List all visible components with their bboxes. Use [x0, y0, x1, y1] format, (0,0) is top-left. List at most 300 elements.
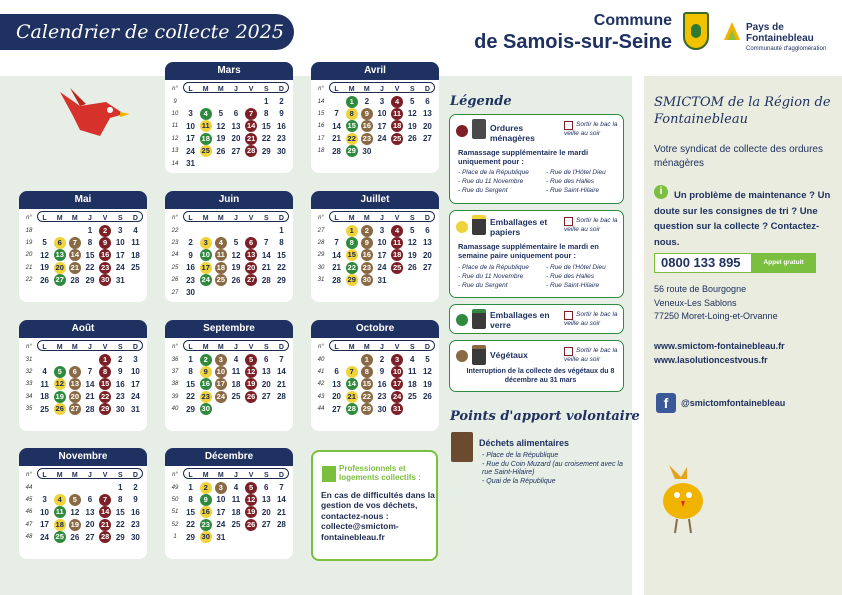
day-cell: 31 — [216, 532, 226, 542]
day-cell: 4 — [410, 355, 415, 365]
week-number-header: n° — [172, 215, 178, 222]
day-cell: 7 — [87, 367, 93, 377]
calendar-icon — [564, 347, 573, 356]
collection-day: 20 — [70, 391, 80, 401]
day-cell: 24 — [216, 520, 226, 530]
day-cell — [67, 225, 82, 236]
day-cell — [274, 158, 289, 169]
day-cell — [244, 225, 259, 236]
day-cell: 1 — [87, 226, 93, 236]
weekday-label: M — [202, 85, 209, 93]
day-cell — [183, 225, 198, 236]
collection-day: 29 — [100, 404, 110, 414]
street: - Rue de l'Hôtel Dieu — [546, 169, 606, 176]
week-number: 33 — [25, 381, 33, 388]
day-cell: 24 — [40, 532, 50, 542]
day-cell: 3 — [379, 226, 385, 236]
day-cell: 30 — [276, 146, 286, 156]
day-cell — [259, 225, 274, 236]
legend-verre — [449, 304, 624, 334]
day-cell: 25 — [407, 392, 417, 402]
collection-day: 18 — [216, 262, 226, 272]
week-number: 17 — [317, 135, 325, 142]
collection-day: 10 — [216, 366, 226, 376]
day-cell: 15 — [261, 121, 271, 131]
day-cell — [390, 275, 405, 286]
street: - Rue du Sergent — [458, 187, 508, 194]
collection-day: 13 — [55, 250, 64, 260]
day-cell: 9 — [279, 109, 284, 119]
week-number: 26 — [171, 277, 179, 284]
week-row — [167, 262, 289, 274]
week-number: 25 — [171, 264, 179, 271]
smictom-question: Un problème de maintenance ? Un doute sur les consignes de tri ? Une question sur la collecte ? Contactez-nous. — [654, 190, 831, 248]
day-cell: 17 — [115, 250, 125, 260]
collection-day: 14 — [100, 507, 110, 517]
day-cell: 5 — [233, 238, 239, 248]
collection-day: 25 — [55, 532, 64, 542]
weekday-label: J — [234, 343, 238, 351]
month-grid — [167, 83, 289, 170]
week-number-header: n° — [318, 344, 324, 351]
address-line: Veneux-Les Sablons — [654, 297, 737, 308]
emballages-dot-icon — [456, 221, 468, 233]
day-cell: 6 — [87, 495, 93, 505]
day-cell — [228, 404, 243, 415]
weekday-header — [21, 212, 143, 224]
collection-day: 16 — [362, 250, 372, 260]
week-number: 47 — [25, 521, 33, 528]
apport-name: Déchets alimentaires — [479, 438, 570, 448]
collection-day: 27 — [70, 404, 80, 414]
day-cell: 10 — [115, 238, 125, 248]
day-cell: 18 — [407, 379, 417, 389]
collection-day: 22 — [362, 391, 372, 401]
day-cell — [213, 158, 228, 169]
collection-day: 23 — [100, 262, 110, 272]
day-cell: 3 — [379, 97, 385, 107]
month-name: Décembre — [165, 448, 293, 466]
weekday-label: M — [217, 471, 224, 479]
collection-day: 14 — [347, 379, 356, 389]
weekday-label: S — [117, 343, 123, 351]
collection-day: 16 — [362, 121, 372, 131]
facebook-icon[interactable]: f — [656, 393, 676, 413]
week-number: 22 — [171, 227, 179, 234]
week-number: 43 — [317, 393, 325, 400]
day-cell: 13 — [422, 109, 432, 119]
collection-day: 3 — [391, 354, 403, 366]
collection-day: 9 — [200, 366, 212, 378]
collection-day: 24 — [201, 275, 210, 285]
collection-day: 19 — [55, 391, 64, 401]
week-row — [167, 237, 289, 249]
weekday-header — [167, 212, 289, 224]
day-cell — [420, 146, 435, 157]
weekday-label: L — [334, 85, 339, 93]
grey-bin-icon — [472, 119, 486, 139]
collection-day: 25 — [216, 275, 226, 285]
collection-day: 20 — [55, 262, 64, 272]
day-cell: 24 — [377, 134, 387, 144]
day-cell: 14 — [276, 367, 286, 377]
day-cell — [213, 404, 228, 415]
collection-day: 6 — [69, 366, 81, 378]
collection-day: 7 — [69, 237, 81, 249]
day-cell — [329, 96, 344, 107]
day-cell: 7 — [279, 355, 284, 365]
weekday-label: J — [380, 214, 384, 222]
collection-day: 30 — [201, 404, 210, 414]
weekday-label: S — [409, 343, 415, 351]
day-cell: 2 — [188, 238, 193, 248]
day-cell: 4 — [42, 367, 47, 377]
day-cell: 12 — [231, 250, 241, 260]
collection-day: 21 — [100, 519, 110, 529]
week-row — [313, 262, 435, 274]
day-cell — [37, 225, 52, 236]
weekday-label: S — [263, 85, 269, 93]
week-number-header: n° — [26, 472, 32, 479]
day-cell: 23 — [130, 520, 140, 530]
week-row — [21, 519, 143, 531]
day-cell: 21 — [276, 507, 286, 517]
facebook-handle[interactable]: @smictomfontainebleau — [681, 398, 786, 408]
weekday-label: D — [424, 343, 430, 351]
day-cell: 19 — [216, 134, 226, 144]
menageres-dot-icon — [456, 125, 468, 137]
day-cell: 7 — [279, 483, 284, 493]
menageres-streets — [458, 168, 626, 195]
week-number: 35 — [25, 406, 33, 413]
week-number: 32 — [25, 368, 33, 375]
menageres-name: Ordures ménagères — [490, 123, 535, 143]
week-row — [313, 120, 435, 132]
day-cell: 29 — [276, 275, 286, 285]
week-number: 14 — [171, 160, 179, 167]
verre-dot-icon — [456, 314, 468, 326]
weekday-label: M — [202, 471, 209, 479]
week-row — [167, 133, 289, 145]
weekday-label: M — [71, 343, 78, 351]
week-row — [167, 95, 289, 107]
month-calendar — [19, 320, 147, 431]
collection-day: 23 — [201, 519, 210, 529]
collection-day: 30 — [362, 275, 372, 285]
collection-day: 7 — [346, 366, 358, 378]
day-cell: 21 — [261, 263, 271, 273]
week-number: 23 — [171, 239, 179, 246]
week-number: 27 — [171, 289, 179, 296]
week-row — [167, 378, 289, 390]
pro-title: Professionnels et logements collectifs : — [339, 464, 421, 482]
street: - Rue Saint-Hilaire — [546, 282, 600, 289]
collection-day: 4 — [54, 494, 66, 506]
collection-day: 21 — [347, 391, 356, 401]
day-cell: 16 — [186, 263, 196, 273]
day-cell: 22 — [85, 263, 95, 273]
collection-day: 27 — [246, 275, 256, 285]
week-row — [167, 224, 289, 236]
weekday-header — [21, 469, 143, 481]
day-cell: 13 — [422, 238, 432, 248]
day-cell — [37, 354, 52, 365]
collection-day: 9 — [99, 237, 111, 249]
week-row — [167, 120, 289, 132]
weekday-label: V — [394, 343, 400, 351]
collection-day: 29 — [347, 275, 356, 285]
week-row — [167, 157, 289, 169]
collection-day: 23 — [362, 133, 372, 143]
day-cell: 10 — [216, 495, 226, 505]
collection-day: 9 — [200, 494, 212, 506]
apport-list — [482, 452, 632, 486]
day-cell: 17 — [40, 520, 50, 530]
week-number: 52 — [171, 521, 179, 528]
day-cell: 1 — [118, 483, 123, 493]
day-cell: 6 — [425, 226, 430, 236]
day-cell: 1 — [264, 97, 269, 107]
day-cell: 24 — [377, 263, 387, 273]
week-row — [21, 274, 143, 286]
day-cell — [405, 146, 420, 157]
day-cell — [128, 275, 143, 286]
collection-day: 19 — [70, 519, 80, 529]
day-cell: 6 — [264, 483, 269, 493]
month-grid — [313, 83, 435, 157]
day-cell — [344, 354, 359, 365]
day-cell: 3 — [42, 495, 47, 505]
day-cell: 30 — [377, 404, 387, 414]
emballages-streets — [458, 263, 626, 290]
week-row — [313, 378, 435, 390]
day-cell: 19 — [407, 250, 417, 260]
weekday-label: D — [132, 343, 138, 351]
collection-day: 11 — [200, 120, 212, 132]
day-cell — [67, 354, 82, 365]
day-cell: 14 — [276, 495, 286, 505]
phone-number[interactable]: 0800 133 895 — [661, 255, 741, 270]
week-row — [21, 494, 143, 506]
day-cell — [52, 482, 67, 493]
weekday-label: L — [188, 85, 193, 93]
info-icon: i — [654, 185, 668, 199]
month-grid — [313, 212, 435, 286]
day-cell: 13 — [85, 507, 95, 517]
vegetaux-note: Interruption de la collecte des végétaux du 8 décembre au 31 mars — [466, 368, 615, 384]
sortir-text: Sortir le bac la veille au soir — [564, 121, 618, 137]
week-number: 31 — [317, 277, 325, 284]
week-row — [167, 249, 289, 261]
weekday-label: V — [102, 471, 108, 479]
collection-day: 2 — [361, 225, 373, 237]
weekday-label: J — [234, 471, 238, 479]
collection-day: 5 — [245, 354, 257, 366]
month-calendar — [165, 320, 293, 431]
weekday-label: M — [348, 85, 355, 93]
day-cell: 15 — [186, 379, 196, 389]
weekday-label: S — [263, 214, 269, 222]
collection-day: 15 — [347, 250, 356, 260]
day-cell — [390, 146, 405, 157]
day-cell: 3 — [188, 109, 193, 119]
day-cell: 26 — [407, 263, 417, 273]
day-cell: 8 — [264, 109, 269, 119]
collection-day: 16 — [100, 250, 110, 260]
weekday-header — [313, 212, 435, 224]
weekday-label: D — [424, 85, 430, 93]
month-calendar — [311, 191, 439, 302]
month-grid — [21, 212, 143, 286]
day-cell: 2 — [379, 355, 385, 365]
weekday-label: V — [394, 85, 400, 93]
day-cell — [198, 96, 213, 107]
collection-day: 3 — [215, 354, 227, 366]
collection-day: 30 — [201, 532, 210, 542]
day-cell: 31 — [377, 275, 387, 285]
day-cell: 25 — [231, 520, 241, 530]
day-cell: 26 — [216, 146, 226, 156]
day-cell: 21 — [332, 263, 342, 273]
collection-day: 1 — [346, 225, 358, 237]
collection-day: 2 — [99, 225, 111, 237]
day-cell: 10 — [186, 121, 196, 131]
legend-emballages — [449, 210, 624, 298]
day-cell — [52, 354, 67, 365]
day-cell: 14 — [332, 250, 342, 260]
day-cell: 18 — [231, 507, 241, 517]
websites — [654, 339, 785, 367]
weekday-label: M — [217, 343, 224, 351]
day-cell: 28 — [276, 520, 286, 530]
commune-line2: de Samois-sur-Seine — [474, 31, 672, 53]
day-cell: 3 — [133, 355, 138, 365]
day-cell: 25 — [231, 392, 241, 402]
week-number-header: n° — [172, 344, 178, 351]
emballages-sortir — [564, 217, 622, 234]
collection-day: 29 — [362, 404, 372, 414]
pays-name: Pays de Fontainebleau — [746, 22, 814, 44]
day-cell: 17 — [377, 250, 387, 260]
day-cell: 28 — [332, 146, 342, 156]
week-row — [313, 145, 435, 157]
week-number: 22 — [25, 277, 33, 284]
phone-box[interactable] — [654, 253, 816, 273]
month-calendar — [311, 320, 439, 431]
day-cell: 27 — [261, 392, 271, 402]
weekday-label: D — [278, 471, 284, 479]
emballages-name: Emballages et papiers — [490, 217, 548, 237]
collection-day: 18 — [392, 250, 402, 260]
day-cell — [329, 225, 344, 236]
weekday-label: S — [409, 214, 415, 222]
collection-day: 25 — [392, 262, 402, 272]
day-cell: 9 — [379, 367, 385, 377]
day-cell: 30 — [130, 532, 140, 542]
day-cell: 6 — [233, 109, 239, 119]
weekday-label: J — [234, 214, 238, 222]
collection-day: 18 — [55, 519, 64, 529]
weekday-label: V — [248, 214, 254, 222]
calendar-icon — [564, 121, 573, 130]
day-cell — [198, 225, 213, 236]
collection-day: 17 — [201, 262, 210, 272]
legend-title: Légende — [450, 94, 512, 109]
collection-day: 24 — [392, 391, 402, 401]
weekday-label: J — [88, 343, 92, 351]
day-cell — [198, 158, 213, 169]
collection-day: 16 — [201, 379, 210, 389]
day-cell: 22 — [261, 134, 271, 144]
collection-day: 8 — [99, 366, 111, 378]
week-number: 42 — [317, 381, 325, 388]
month-name: Mars — [165, 62, 293, 80]
collection-day: 8 — [361, 366, 373, 378]
day-cell — [183, 96, 198, 107]
day-cell: 6 — [264, 355, 269, 365]
week-number: 44 — [25, 484, 33, 491]
address — [654, 283, 778, 324]
weekday-label: V — [248, 343, 254, 351]
website-link[interactable]: www.lasolutioncestvous.fr — [654, 355, 768, 365]
day-cell: 18 — [231, 379, 241, 389]
week-number-header: n° — [318, 86, 324, 93]
weekday-label: M — [71, 471, 78, 479]
week-row — [21, 353, 143, 365]
day-cell: 19 — [40, 263, 50, 273]
website-link[interactable]: www.smictom-fontainebleau.fr — [654, 341, 785, 351]
collection-day: 13 — [246, 250, 256, 260]
weekday-label: L — [42, 471, 47, 479]
address-line: 56 route de Bourgogne — [654, 284, 747, 294]
week-number: 34 — [25, 393, 33, 400]
week-number: 20 — [25, 252, 33, 259]
collection-day: 3 — [200, 237, 212, 249]
collection-day: 28 — [347, 404, 356, 414]
smictom-syndicat: Votre syndicat de collecte des ordures ménagères — [654, 144, 823, 169]
week-row — [313, 391, 435, 403]
week-number-header: n° — [26, 215, 32, 222]
collection-day: 11 — [54, 506, 66, 518]
day-cell — [82, 482, 97, 493]
day-cell: 27 — [332, 404, 342, 414]
week-number: 40 — [317, 356, 325, 363]
day-cell: 14 — [261, 250, 271, 260]
weekday-label: D — [278, 343, 284, 351]
weekday-label: L — [334, 343, 339, 351]
day-cell: 31 — [130, 404, 140, 414]
week-row — [313, 95, 435, 107]
week-row — [167, 108, 289, 120]
day-cell — [420, 404, 435, 415]
day-cell: 28 — [276, 392, 286, 402]
day-cell — [37, 482, 52, 493]
day-cell: 1 — [279, 226, 284, 236]
week-row — [167, 506, 289, 518]
collection-day: 7 — [99, 494, 111, 506]
collection-day: 8 — [346, 108, 358, 120]
weekday-label: S — [117, 214, 123, 222]
collection-day: 14 — [70, 250, 80, 260]
day-cell: 23 — [377, 392, 387, 402]
month-name: Novembre — [19, 448, 147, 466]
day-cell: 17 — [377, 121, 387, 131]
day-cell: 9 — [188, 250, 193, 260]
day-cell — [67, 482, 82, 493]
day-cell: 2 — [118, 355, 123, 365]
day-cell: 27 — [231, 146, 241, 156]
week-number: 51 — [171, 509, 179, 516]
